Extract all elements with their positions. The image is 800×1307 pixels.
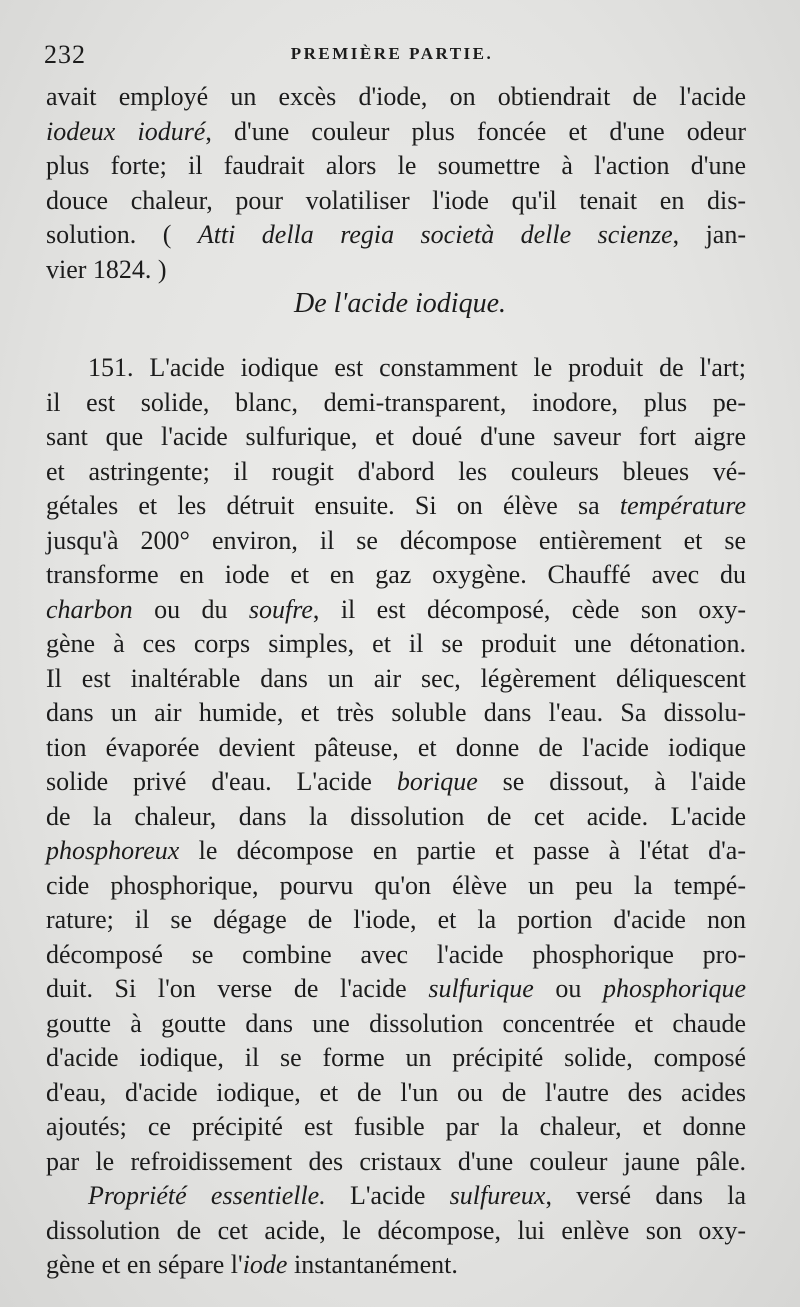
page-header — [44, 40, 740, 70]
text-line — [46, 834, 746, 869]
italic-span: soufre — [248, 594, 313, 624]
italic-span: iodeux ioduré — [46, 116, 206, 146]
text-line — [46, 662, 746, 697]
text-line — [46, 218, 746, 253]
text-span: jusqu'à 200° environ, il se décompose entièrement et se — [46, 525, 746, 555]
text-span: gène à ces corps simples, et il se produit une détonation. — [46, 629, 746, 658]
text-line — [46, 253, 746, 288]
italic-span: Atti della regia società delle scienze — [197, 220, 673, 249]
italic-span: phosphorique — [603, 974, 747, 1003]
text-span: cide phosphorique, pourvu qu'on élève un peu la tempé- — [46, 870, 746, 900]
italic-span: sulfurique — [428, 974, 534, 1003]
text-span: solution. ( — [46, 220, 198, 249]
text-line — [46, 558, 746, 593]
text-line — [46, 593, 746, 628]
text-line — [46, 524, 746, 559]
italic-span: phosphoreux — [46, 836, 180, 865]
text-line — [46, 351, 746, 386]
text-span: dissolution de cet acide, le décompose, lui enlève son oxy- — [46, 1215, 746, 1245]
text-span: , il est décomposé, cède son oxy- — [312, 594, 747, 624]
text-span: il est solide, blanc, demi-transparent, inodore, plus pe- — [46, 387, 746, 417]
text-line — [46, 903, 746, 938]
text-span: décomposé se combine avec l'acide phosphorique pro- — [46, 939, 746, 969]
text-span: transforme en iode et en gaz oxygène. Chauffé avec du — [46, 560, 746, 589]
text-span: Il est inaltérable dans un air sec, légèrement déliquescent — [46, 663, 746, 693]
text-line — [46, 420, 746, 455]
text-line — [46, 1007, 746, 1042]
italic-span: iode — [242, 1250, 288, 1279]
text-span: ajoutés; ce précipité est fusible par la chaleur, et donne — [46, 1112, 746, 1141]
text-span: vier 1824. ) — [46, 254, 167, 284]
text-line — [46, 455, 746, 490]
text-span: d'acide iodique, il se forme un précipité solide, composé — [46, 1043, 746, 1072]
text-span: 151. L'acide iodique est constamment le produit de l'art; — [88, 353, 746, 382]
text-line — [46, 1214, 746, 1249]
text-line — [46, 1110, 746, 1145]
text-span: dans un air humide, et très soluble dans l'eau. Sa dissolu- — [46, 698, 746, 727]
text-span: sant que l'acide sulfurique, et doué d'une saveur fort aigre — [46, 422, 746, 451]
text-span: instantanément. — [287, 1250, 458, 1279]
text-span: et astringente; il rougit d'abord les couleurs bleues vé- — [46, 456, 746, 486]
text-span: par le refroidissement des cristaux d'une couleur jaune pâle. — [46, 1146, 746, 1176]
text-line — [46, 869, 746, 904]
text-line — [46, 731, 746, 766]
italic-span: température — [619, 491, 746, 520]
text-span: duit. Si l'on verse de l'acide — [46, 974, 429, 1003]
text-span: de la chaleur, dans la dissolution de cet acide. L'acide — [46, 801, 746, 831]
text-line — [46, 184, 746, 219]
text-line — [46, 1179, 746, 1214]
text-line — [46, 938, 746, 973]
text-span: rature; il se dégage de l'iode, et la portion d'acide non — [46, 905, 746, 934]
text-line — [46, 972, 746, 1007]
page-number: 232 — [44, 40, 86, 69]
section-heading: De l'acide iodique. — [293, 288, 507, 319]
text-span: gène et en sépare l' — [46, 1250, 243, 1279]
text-span: , jan- — [672, 220, 747, 249]
text-line — [46, 115, 746, 150]
text-span: solide privé d'eau. L'acide — [46, 767, 397, 796]
text-line — [46, 1145, 746, 1180]
text-span: L'acide — [325, 1181, 450, 1210]
text-line — [46, 149, 746, 184]
text-span: goutte à goutte dans une dissolution concentrée et chaude — [46, 1008, 746, 1038]
italic-span: Propriété essentielle. — [88, 1181, 326, 1210]
text-span: plus forte; il faudrait alors le soumettre à l'action d'une — [46, 151, 746, 180]
text-line — [46, 1248, 746, 1283]
text-span: gétales et les détruit ensuite. Si on élève sa — [46, 491, 620, 520]
paragraph-continuation — [46, 80, 746, 287]
paragraph-section-151 — [46, 351, 746, 1283]
text-line — [46, 696, 746, 731]
text-line — [46, 1041, 746, 1076]
text-span: le décompose en partie et passe à l'état d'a- — [179, 836, 746, 865]
text-span: avait employé un excès d'iode, on obtiendrait de l'acide — [46, 82, 746, 111]
text-line — [46, 386, 746, 421]
text-line — [46, 489, 746, 524]
text-span: se dissout, à l'aide — [477, 767, 746, 796]
text-line — [46, 80, 746, 115]
text-line — [46, 627, 746, 662]
text-span: d'eau, d'acide iodique, et de l'un ou de l'autre des acides — [46, 1077, 746, 1107]
text-span: douce chaleur, pour volatiliser l'iode qu'il tenait en dis- — [46, 185, 746, 215]
text-line — [46, 765, 746, 800]
text-span: , versé dans la — [545, 1181, 746, 1210]
running-head: PREMIÈRE PARTIE. — [290, 44, 494, 63]
italic-span: sulfureux — [449, 1181, 546, 1210]
italic-span: borique — [396, 767, 478, 796]
text-line — [46, 1076, 746, 1111]
text-span: ou du — [132, 594, 249, 624]
text-span: tion évaporée devient pâteuse, et donne de l'acide iodique — [46, 732, 746, 762]
text-span: , d'une couleur plus foncée et d'une odeur — [205, 116, 747, 146]
italic-span: charbon — [46, 594, 133, 624]
text-span: ou — [533, 974, 604, 1003]
text-line — [46, 800, 746, 835]
